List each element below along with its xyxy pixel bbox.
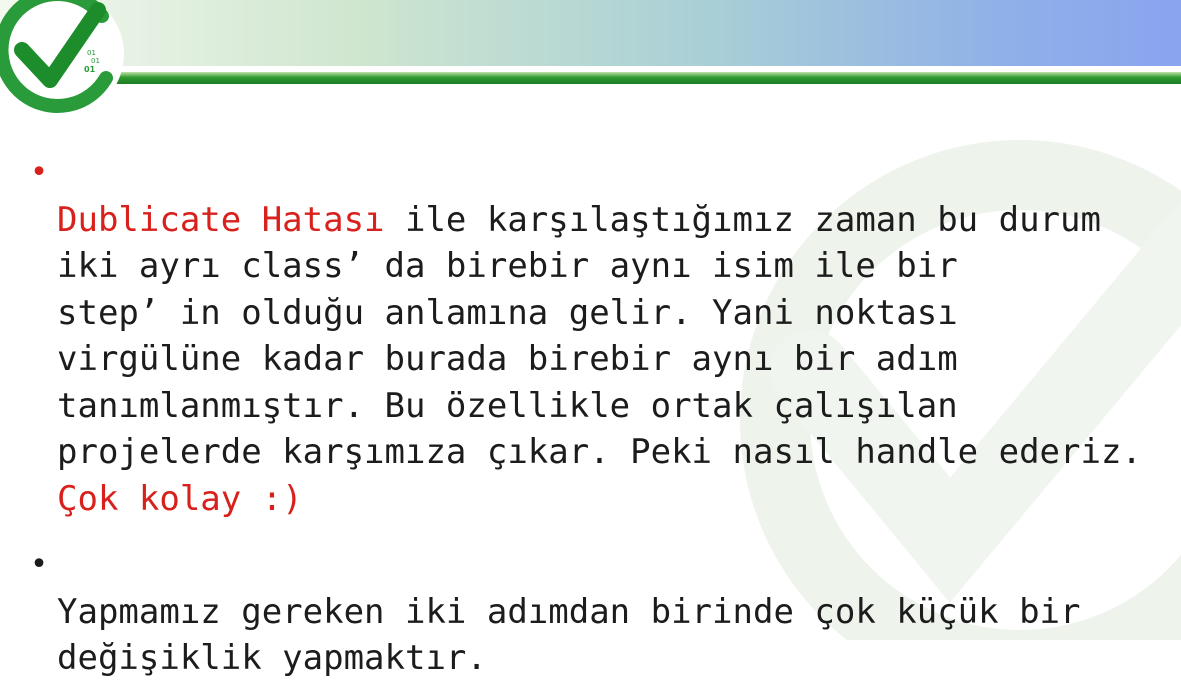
logo-binary-2: 01 xyxy=(91,57,100,65)
bullet-1-highlight: Dublicate Hatası xyxy=(57,199,385,240)
slide-content xyxy=(30,150,1170,682)
logo-binary-3: 01 xyxy=(84,65,96,74)
bullet-marker: • xyxy=(30,547,49,582)
bullet-item-1 xyxy=(30,150,1170,522)
checkmark-logo-icon xyxy=(0,0,128,122)
bullet-marker: • xyxy=(30,155,49,190)
bullet-item-2 xyxy=(30,542,1170,682)
header-band xyxy=(0,0,1181,66)
bullet-1-closing: Çok kolay :) xyxy=(57,478,303,519)
logo-binary-1: 01 xyxy=(87,49,96,57)
bullet-1-body: ile karşılaştığımız zaman bu durum iki ayrı class’ da birebir aynı isim ile bir step’ in olduğu anlamına gelir. Yani noktası virgülüne kadar burada birebir aynı bir adım tanımlanmıştır. Bu özellikle ortak çalışılan projelerde karşımıza çıkar. Peki nasıl handle ederiz. xyxy=(57,199,1142,472)
bullet-2-body: Yapmamız gereken iki adımdan birinde çok küçük bir değişiklik yapmaktır. xyxy=(57,591,1081,678)
header-divider-green xyxy=(110,72,1181,84)
